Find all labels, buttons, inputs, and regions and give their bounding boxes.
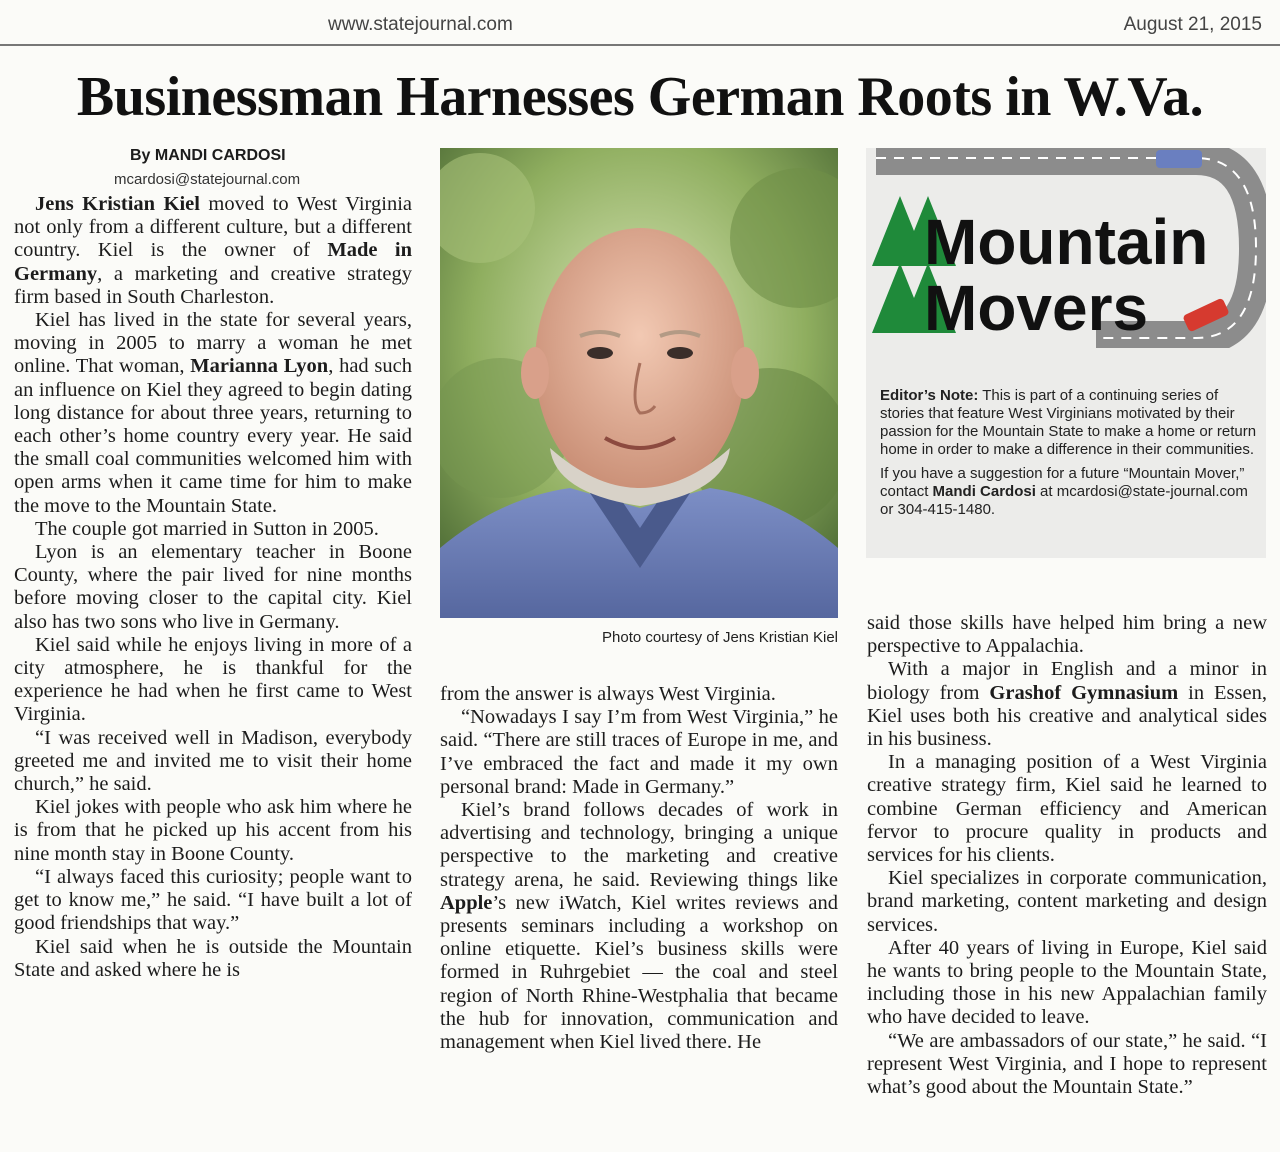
issue-date: August 21, 2015 — [1123, 14, 1262, 35]
paragraph: said those skills have helped him bring a new perspective to Appalachia. — [867, 612, 1267, 658]
text: moved to West Virginia not only from a different culture, but a different country. Kiel is the owner of — [14, 193, 412, 262]
text: ’s new iWatch, Kiel writes reviews and presents seminars including a workshop on online etiquette. Kiel’s business skills were formed in Ruhrgebiet — the coal and steel region of North Rhine-Westphalia that became the hub for innovation, communication and management when Kiel lived there. He — [440, 891, 838, 1054]
text: at mcardosi@state-journal.com or 304-415-1480. — [880, 483, 1248, 518]
company-highlight: Made in Germany — [14, 239, 412, 285]
headline: Businessman Harnesses German Roots in W.Va. — [76, 66, 1204, 128]
text: , had such an influence on Kiel they agreed to begin dating long distance for about three years, returning to each other’s home country every year. He said the small coal communities welcomed him with open arms when it came time for him to make the move to the Mountain State. — [14, 355, 412, 517]
logo-line-1: Mountain — [924, 206, 1209, 278]
paragraph — [867, 658, 1267, 751]
paragraph: Kiel said while he enjoys living in more of a city atmosphere, he is thankful for the experience he had when he first came to West Virginia. — [14, 633, 412, 726]
paragraph: “Nowadays I say I’m from West Virginia,” he said. “There are still traces of Europe in me, and I’ve embraced the fact and made it my own personal brand: Made in Germany.” — [440, 706, 838, 798]
editors-note — [880, 387, 1260, 525]
contact-name: Mandi Cardosi — [932, 483, 1036, 500]
paragraph: Kiel said when he is outside the Mountain State and asked where he is — [14, 935, 412, 981]
car-icon — [1156, 150, 1202, 168]
text: This is part of a continuing series of stories that feature West Virginians motivated by their passion for the Mountain State to make a home or return home in order to make a difference in their communities. — [880, 387, 1257, 458]
paragraph — [14, 193, 412, 309]
editors-note-label: Editor’s Note: — [880, 387, 979, 404]
company-highlight: Apple — [440, 891, 493, 914]
paragraph: Kiel jokes with people who ask him where he is from that he picked up his accent from his nine month stay in Boone County. — [14, 796, 412, 865]
text: Kiel’s brand follows decades of work in advertising and technology, bringing a unique perspective to the marketing and creative strategy arena, he said. Reviewing things like — [440, 799, 838, 891]
text: If you have a suggestion for a future “Mountain Mover,” contact — [880, 465, 1245, 500]
editors-note-text — [880, 387, 1260, 459]
article-column-2 — [440, 683, 838, 1054]
suggestion-text — [880, 465, 1260, 519]
paragraph: “I was received well in Madison, everybody greeted me and invited me to visit their home church,” he said. — [14, 726, 412, 796]
paragraph: The couple got married in Sutton in 2005. — [35, 517, 379, 540]
mountain-movers-logo — [866, 148, 1266, 348]
site-url: www.statejournal.com — [328, 14, 513, 35]
article-column-3 — [867, 612, 1267, 1099]
paragraph — [440, 799, 838, 1054]
header-rule — [0, 44, 1280, 46]
photo-caption: Photo courtesy of Jens Kristian Kiel — [602, 629, 838, 646]
paragraph: After 40 years of living in Europe, Kiel said he wants to bring people to the Mountain State, including those in his new Appalachian family who have decided to leave. — [867, 936, 1267, 1029]
text: Kiel has lived in the state for several years, moving in 2005 to marry a woman he met online. That woman, — [14, 309, 412, 378]
name-highlight: Marianna Lyon — [190, 355, 329, 378]
byline: By MANDI CARDOSI — [130, 147, 286, 164]
school-highlight: Grashof Gymnasium — [989, 681, 1179, 704]
portrait-photo — [440, 148, 838, 618]
byline-email: mcardosi@statejournal.com — [114, 171, 301, 188]
logo-line-2: Movers — [924, 272, 1149, 344]
paragraph: Kiel specializes in corporate communication, brand marketing, content marketing and design services. — [867, 867, 1267, 936]
paragraph: “We are ambassadors of our state,” he said. “I represent West Virginia, and I hope to represent what’s good about the Mountain State.” — [867, 1029, 1267, 1099]
paragraph — [14, 309, 412, 518]
paragraph: In a managing position of a West Virginia creative strategy firm, Kiel said he learned to combine German efficiency and American fervor to procure quality in products and services for his clients. — [867, 751, 1267, 867]
text: , a marketing and creative strategy firm based in South Charleston. — [14, 262, 412, 308]
paragraph: “I always faced this curiosity; people want to get to know me,” he said. “I have built a lot of good friendships that way.” — [14, 865, 412, 935]
paragraph: Lyon is an elementary teacher in Boone County, where the pair lived for nine months before moving closer to the capital city. Kiel also has two sons who live in Germany. — [14, 541, 412, 633]
page-header — [0, 0, 1280, 42]
article-column-1 — [14, 193, 412, 982]
text: With a major in English and a minor in biology from — [867, 658, 1267, 704]
name-highlight: Jens Kristian Kiel — [35, 193, 200, 215]
text: in Essen, Kiel uses both his creative and analytical sides in his business. — [867, 681, 1267, 751]
paragraph: from the answer is always West Virginia. — [440, 683, 776, 705]
